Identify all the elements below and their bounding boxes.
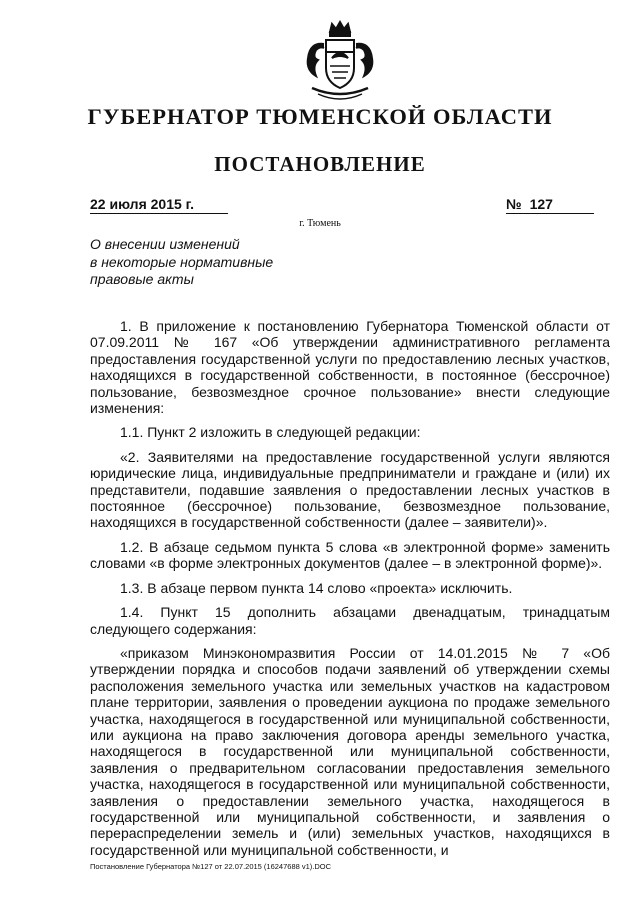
paragraph: 1.4. Пункт 15 дополнить абзацами двенадцатым, тринадцатым следующего содержания: [90, 604, 610, 637]
paragraph: 1.2. В абзаце седьмом пункта 5 слова «в электронной форме» заменить словами «в форме электронных документов (далее – в электронной форме)». [90, 538, 610, 572]
subject-line: О внесении изменений [90, 236, 240, 252]
file-footer: Постановление Губернатора №127 от 22.07.2015 (16247688 v1).DOC [90, 862, 332, 871]
document-date: 22 июля 2015 г. [90, 196, 228, 214]
subject-line: в некоторые нормативные [90, 253, 274, 270]
paragraph: «приказом Минэкономразвития России от 14.01.2015 № 7 «Об утверждении порядка и способов подачи заявлений об утверждении схемы расположения земельного участка или земельных участков на кадастровом плане территории, заявления о проведении аукциона по продаже земельного участка, находящегося в государственной или муниципальной собственности, или аукциона на право заключения договора аренды земельного участка, находящегося в государственной или муниципальной собственности, заявления о предварительном согласовании предоставления земельного участка, находящегося в государственной или муниципальной собственности, заявления о предоставлении земельного участка, находящегося в государственной или муниципальной собственности, и заявления о перераспределении земель и (или) земельных участков, находящихся в государственной или муниципальной собственности, и [90, 644, 610, 858]
subject-line: правовые акты [90, 271, 194, 287]
issuing-authority: ГУБЕРНАТОР ТЮМЕНСКОЙ ОБЛАСТИ [87, 104, 553, 129]
paragraph: «2. Заявителями на предоставление государственной услуги являются юридические лица, индивидуальные предприниматели и граждане и (или) их представители, подавшие заявления о предоставлении лесных участков в постоянное (бессрочное) пользование, безвозмездное пользование, находящихся в государственной собственности (далее – заявители)». [90, 448, 610, 531]
document-number [506, 196, 594, 214]
document-type: ПОСТАНОВЛЕНИЕ [214, 152, 426, 176]
document-body [90, 318, 610, 858]
paragraph: 1.3. В абзаце первом пункта 14 слово «проекта» исключить. [120, 579, 513, 596]
number-value: 127 [529, 196, 553, 212]
city-label: г. Тюмень [299, 218, 341, 229]
paragraph: 1. В приложение к постановлению Губернатора Тюменской области от 07.09.2011 № 167 «Об утверждении административного регламента предоставления государственной услуги по предоставлению лесных участков, находящихся в государственной собственности, в постоянное (бессрочное) пользование, безвозмездное срочное пользование» внести следующие изменения: [90, 318, 610, 417]
number-prefix: № [506, 196, 522, 212]
paragraph: 1.1. Пункт 2 изложить в следующей редакции: [120, 424, 421, 441]
document-subject [90, 236, 310, 289]
coat-of-arms-icon [302, 18, 378, 110]
